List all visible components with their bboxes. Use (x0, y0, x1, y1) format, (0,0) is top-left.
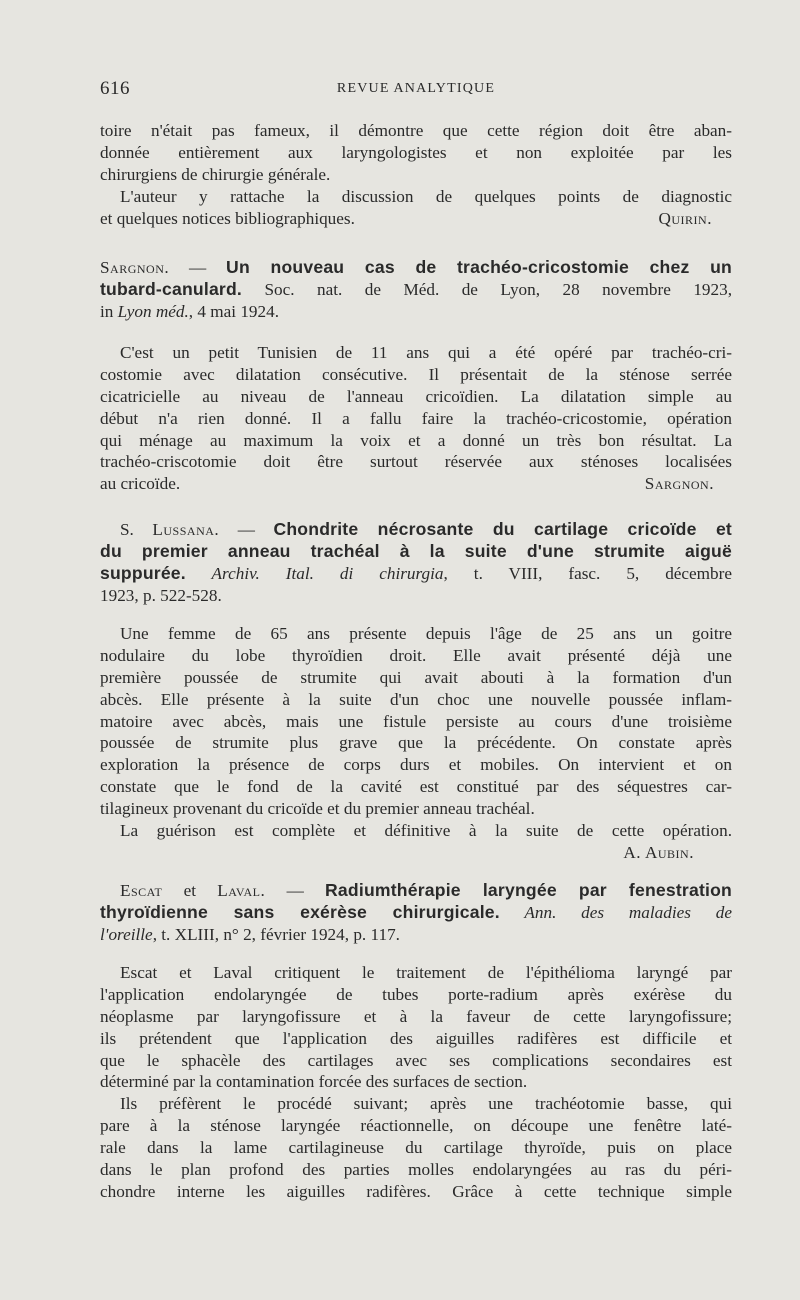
reviewer-signature: Sargnon. (644, 474, 714, 494)
text-line: et quelques notices bibliographiques. (100, 208, 355, 228)
review-body-lussana (100, 623, 732, 864)
text-line: matoire avec abcès, mais une fistule persiste au cours d'une troisième (100, 711, 732, 731)
entry-title: thyroïdienne sans exérèse chirurgicale. (100, 901, 500, 922)
journal-name: Lyon méd. (117, 301, 189, 321)
text-line: ils prétendent que l'application des aiguilles radifères est difficile et (100, 1028, 732, 1048)
entry-author: Laval. (217, 881, 266, 900)
review-entry-lussana (100, 519, 732, 607)
text-line: Escat et Laval critiquent le traitement de l'épithélioma laryngé par (120, 963, 732, 982)
text-line: nodulaire du lobe thyroïdien droit. Elle avait présenté déjà une (100, 645, 732, 665)
text-line: toire n'était pas fameux, il démontre que cette région doit être aban- (100, 121, 732, 140)
text-line: abcès. Elle présente à la suite d'un choc une nouvelle poussée inflam- (100, 689, 732, 709)
text-line: exploration la présence de corps durs et mobiles. On intervient et on (100, 755, 732, 775)
text-line: néoplasme par laryngofissure et à la faveur de cette laryngofissure; (100, 1006, 732, 1026)
journal-name: l'oreille (100, 924, 153, 944)
text-line: Une femme de 65 ans présente depuis l'âge de 25 ans un goitre (120, 624, 732, 643)
entry-title: Radiumthérapie laryngée par fenestration (325, 880, 732, 900)
text-line: trachéo-criscotomie doit être surtout réservée aux sténoses localisées (100, 452, 732, 472)
entry-heading-line: Sargnon. — Un nouveau cas de trachéo-cricostomie chez un (100, 257, 732, 277)
text-line: qui ménage au maximum la voix et a donné un très bon résultat. La (100, 430, 732, 450)
journal-name: Archiv. Ital. di chirurgia (185, 563, 444, 583)
text-line: chirurgiens de chirurgie générale. (100, 164, 331, 184)
page-number: 616 (100, 78, 130, 99)
journal-running-title: REVUE ANALYTIQUE (336, 81, 496, 96)
text-line: donnée entièrement aux laryngologistes et non exploitée par les (100, 142, 732, 162)
entry-heading-line (100, 541, 732, 563)
text-line: constate que le fond de la cavité est constitué par des séquestres car- (100, 777, 732, 797)
entry-heading-line (100, 563, 732, 585)
entry-title: tubard-canulard. (100, 278, 243, 299)
text-line: La guérison est complète et définitive à la suite de cette opération. (120, 821, 732, 841)
previous-review-ending (100, 120, 732, 229)
entry-reference: Soc. nat. de Méd. de Lyon, 28 novembre 1923, (242, 279, 732, 299)
text-line: première poussée de strumite qui avait abouti à la formation d'un (100, 667, 732, 687)
page-header (100, 78, 732, 102)
text-line: au cricoïde. (100, 474, 181, 494)
entry-title: Un nouveau cas de trachéo-cricostomie chez un (226, 257, 732, 277)
entry-author: Escat (120, 881, 163, 900)
reviewer-signature: A. Aubin. (623, 842, 694, 862)
entry-author: Sargnon. (100, 258, 170, 277)
text-line: cicatricielle au niveau de l'anneau cricoïdien. La dilatation simple au (100, 386, 732, 406)
entry-title: Chondrite nécrosante du cartilage cricoïde et (273, 519, 732, 539)
text-line: que le sphacèle des cartilages avec ses complications secondaires est (100, 1050, 732, 1070)
journal-name: Ann. des maladies de (499, 902, 732, 922)
text-line: début n'a rien donné. Il a fallu faire la trachéo-cricostomie, opération (100, 408, 732, 428)
entry-title: suppurée. (100, 562, 186, 583)
text-line: chondre interne les aiguilles radifères. Grâce à cette technique simple (100, 1181, 732, 1201)
text-line: tilagineux provenant du cricoïde et du premier anneau trachéal. (100, 799, 535, 819)
entry-heading-line: Escat et Laval. — Radiumthérapie laryngée par fenestration (120, 880, 732, 900)
entry-heading-line: S. Lussana. — Chondrite nécrosante du cartilage cricoïde et (120, 519, 732, 539)
text-line: dans le plan profond des parties molles endolaryngées au ras du péri- (100, 1160, 732, 1180)
review-body-escat-laval (100, 962, 732, 1203)
entry-reference: , t. VIII, fasc. 5, décembre (443, 563, 732, 583)
entry-reference-line: l'oreille, t. XLIII, n° 2, février 1924, p. 117. (100, 924, 400, 944)
text-line: C'est un petit Tunisien de 11 ans qui a été opéré par trachéo-cri- (120, 343, 732, 362)
text-line-with-signature (100, 473, 732, 495)
text-line: Ils préfèrent le procédé suivant; après une trachéotomie basse, qui (120, 1094, 732, 1114)
text-line: L'auteur y rattache la discussion de quelques points de diagnostic (120, 186, 732, 206)
text-line-with-signature (100, 208, 732, 230)
entry-heading-line (100, 279, 732, 301)
entry-reference-line: in Lyon méd., 4 mai 1924. (100, 301, 279, 321)
entry-heading-line (100, 902, 732, 924)
entry-reference-line: 1923, p. 522-528. (100, 585, 222, 605)
text-line: rale dans la lame cartilagineuse du cartilage thyroïde, puis on place (100, 1138, 732, 1158)
review-entry-escat-laval (100, 880, 732, 946)
text-line: pare à la sténose laryngée réactionnelle, on découpe une fenêtre laté- (100, 1116, 732, 1136)
text-line: costomie avec dilatation consécutive. Il présentait de la sténose serrée (100, 364, 732, 384)
review-entry-sargnon (100, 257, 732, 323)
text-line: déterminé par la contamination forcée des surfaces de section. (100, 1072, 528, 1092)
text-line: poussée de strumite plus grave que la précédente. On constate après (100, 733, 732, 753)
review-body-sargnon (100, 342, 732, 495)
text-line: l'application endolaryngée de tubes porte-radium après exérèse du (100, 984, 732, 1004)
entry-title: du premier anneau trachéal à la suite d'une strumite aiguë (100, 540, 732, 561)
reviewer-signature: Quirin. (658, 208, 712, 228)
entry-author: Lussana. (152, 520, 220, 539)
